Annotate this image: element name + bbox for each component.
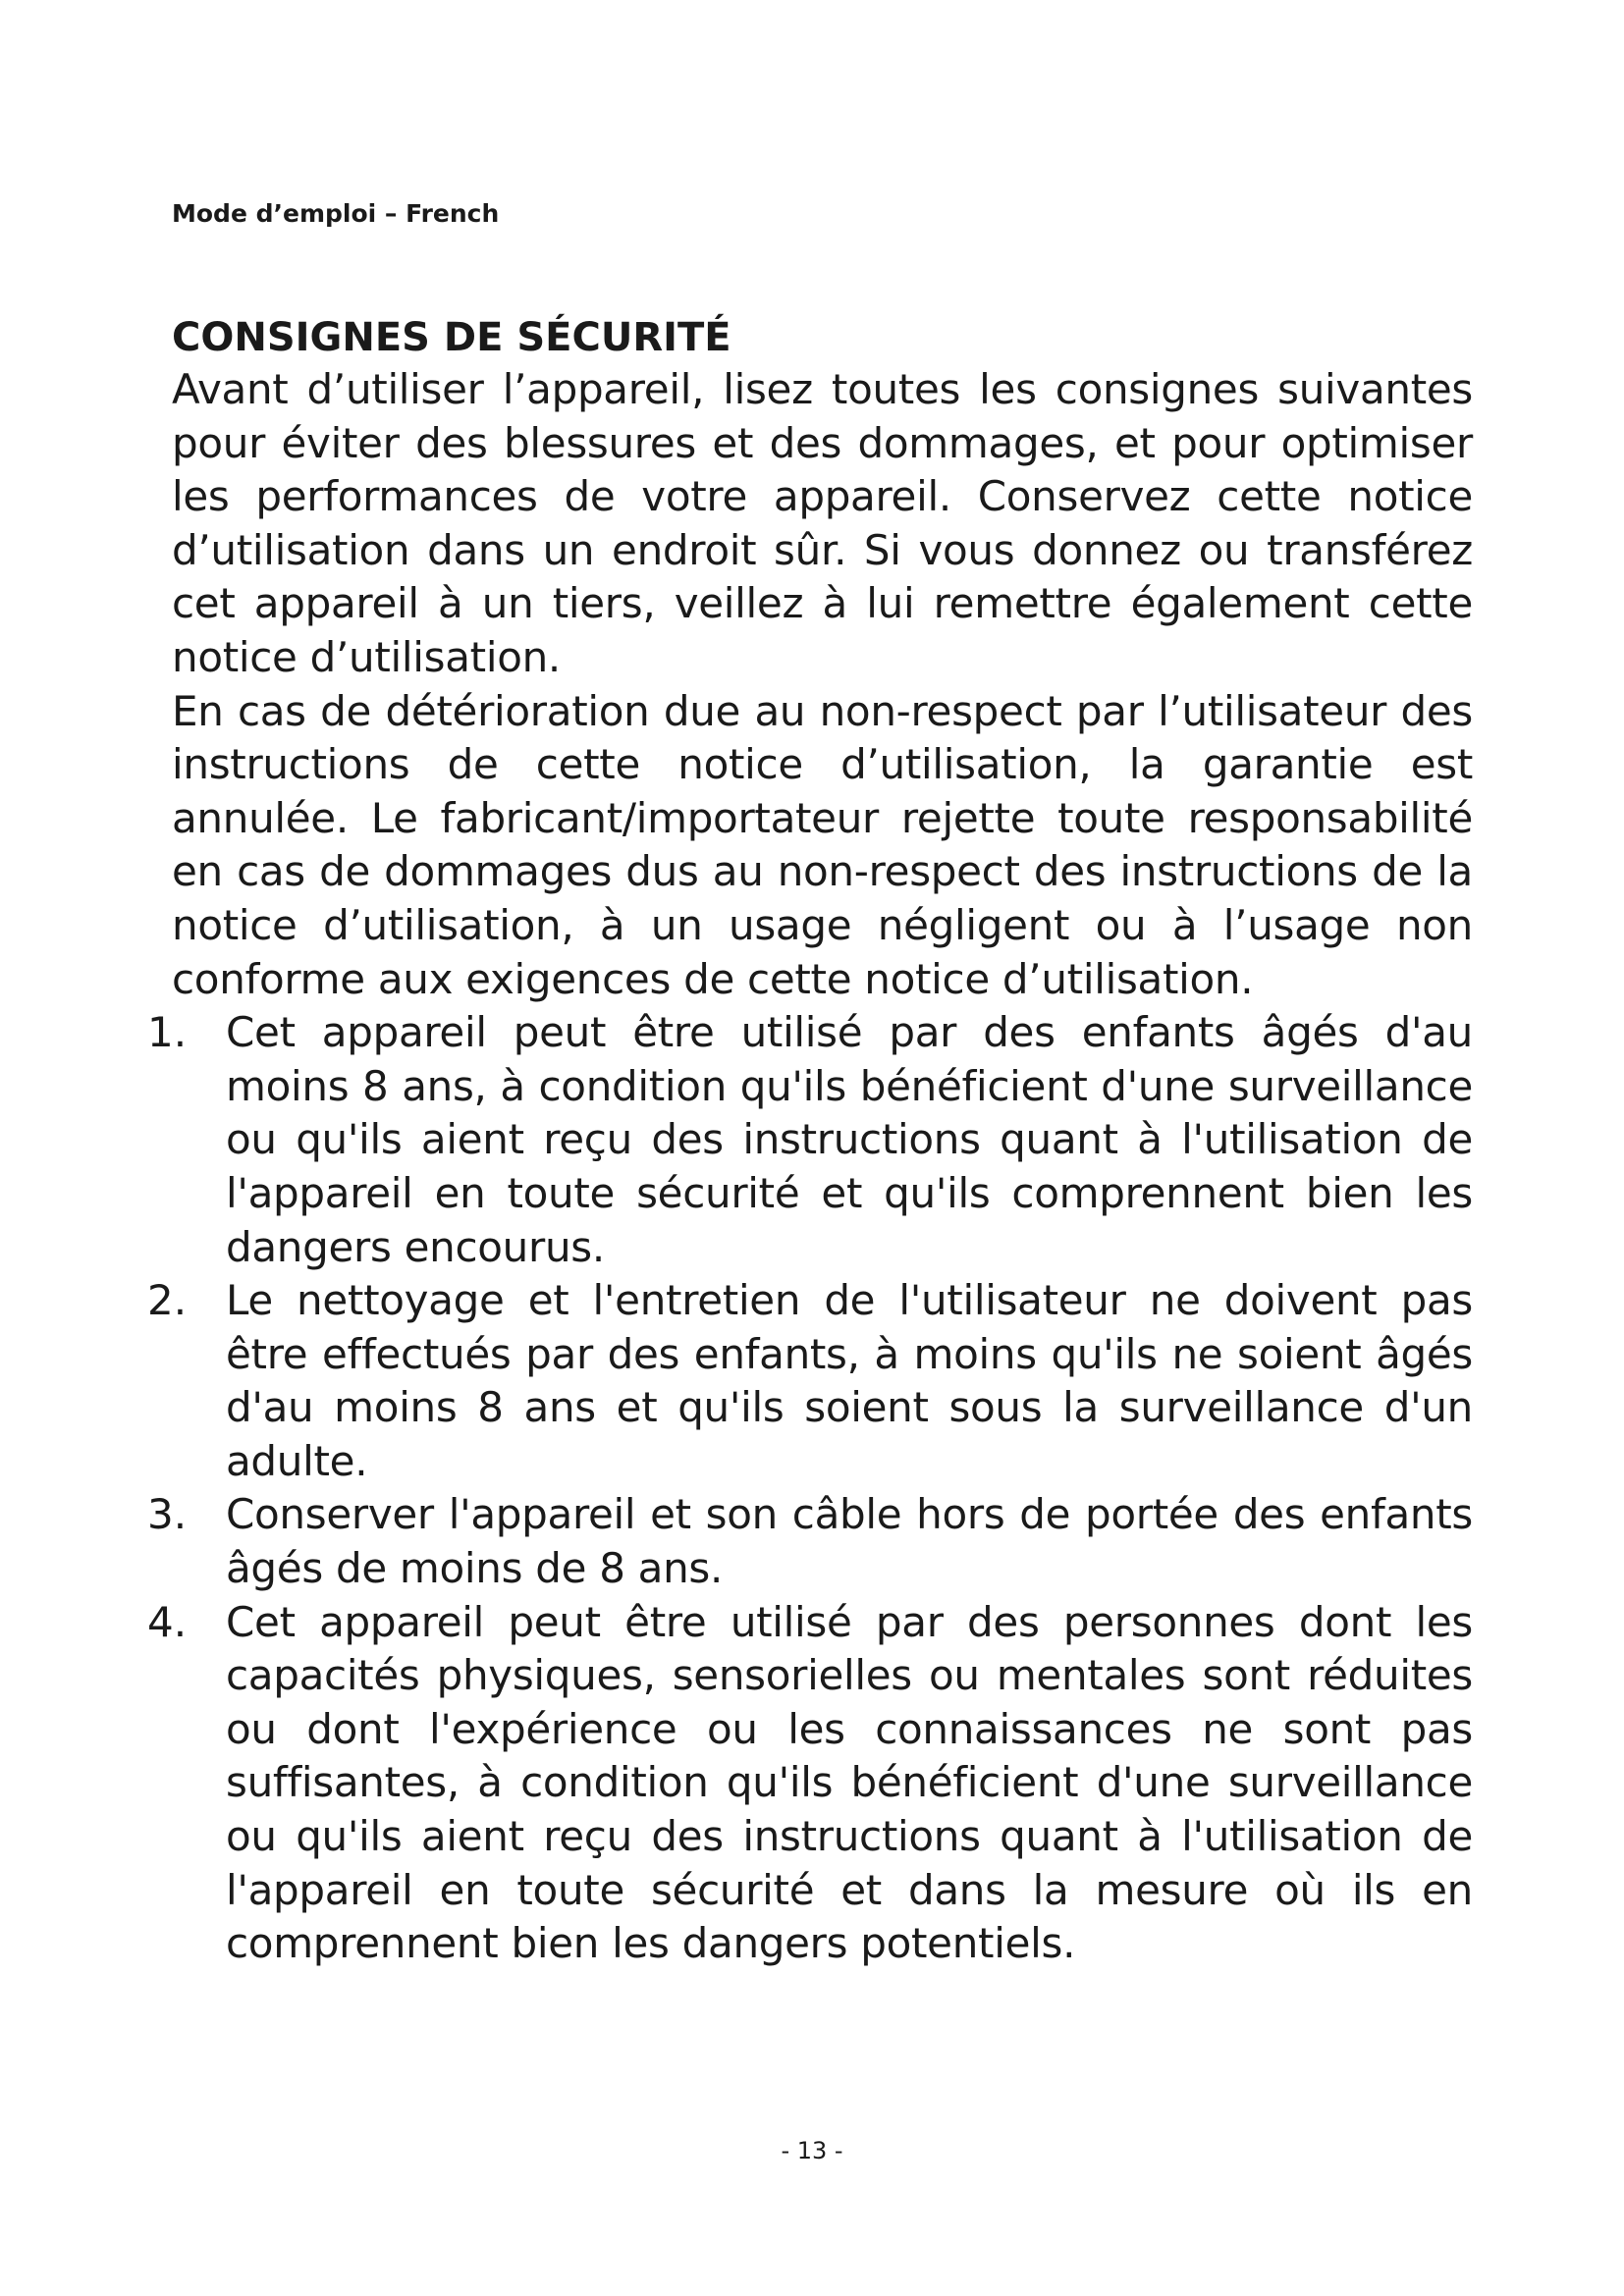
section-title: CONSIGNES DE SÉCURITÉ [172, 315, 731, 360]
list-item-text: Conserver l'appareil et son câble hors de portée des enfants âgés de moins de 8 ans. [226, 1490, 1473, 1593]
warranty-paragraph: En cas de détérioration due au non-respect par l’utilisateur des instructions de cette notice d’utilisation, la garantie est annulée. Le fabricant/importateur rejette toute responsabilité en cas de dommages dus au non-respect des instructions de la notice d’utilisation, à un usage négligent ou à l’usage non conforme aux exigences de cette notice d’utilisation. [172, 686, 1473, 1003]
page-number: - 13 - [781, 2137, 843, 2164]
list-item-number: 4. [147, 1597, 188, 1646]
list-item-text: Le nettoyage et l'entretien de l'utilisateur ne doivent pas être effectués par des enfants, à moins qu'ils ne soient âgés d'au moins 8 ans et qu'ils soient sous la surveillance d'un adulte. [226, 1276, 1473, 1485]
safety-list [147, 1006, 1473, 1971]
list-item-text: Cet appareil peut être utilisé par des personnes dont les capacités physiques, sensorielles ou mentales sont réduites ou dont l'expérience ou les connaissances ne sont pas suffisantes, à condition qu'ils bénéficient d'une surveillance ou qu'ils aient reçu des instructions quant à l'utilisation de l'appareil en toute sécurité et dans la mesure où ils en comprennent bien les dangers potentiels. [226, 1597, 1473, 1968]
header-label: Mode d’emploi – French [172, 199, 500, 228]
intro-paragraph: Avant d’utiliser l’appareil, lisez toutes les consignes suivantes pour éviter des blessures et des dommages, et pour optimiser les performances de votre appareil. Conservez cette notice d’utilisation dans un endroit sûr. Si vous donnez ou transférez cet appareil à un tiers, veillez à lui remettre également cette notice d’utilisation. [172, 365, 1473, 681]
list-item-number: 3. [147, 1490, 188, 1539]
safety-section [147, 312, 1473, 1971]
list-item [147, 1274, 1473, 1488]
list-item-text: Cet appareil peut être utilisé par des enfants âgés d'au moins 8 ans, à condition qu'ils bénéficient d'une surveillance ou qu'ils aient reçu des instructions quant à l'utilisation de l'appareil en toute sécurité et qu'ils comprennent bien les dangers encourus. [226, 1008, 1473, 1271]
list-item [147, 1488, 1473, 1595]
list-item-number: 2. [147, 1276, 188, 1325]
list-item-number: 1. [147, 1008, 188, 1057]
list-item [147, 1006, 1473, 1274]
list-item [147, 1596, 1473, 1971]
